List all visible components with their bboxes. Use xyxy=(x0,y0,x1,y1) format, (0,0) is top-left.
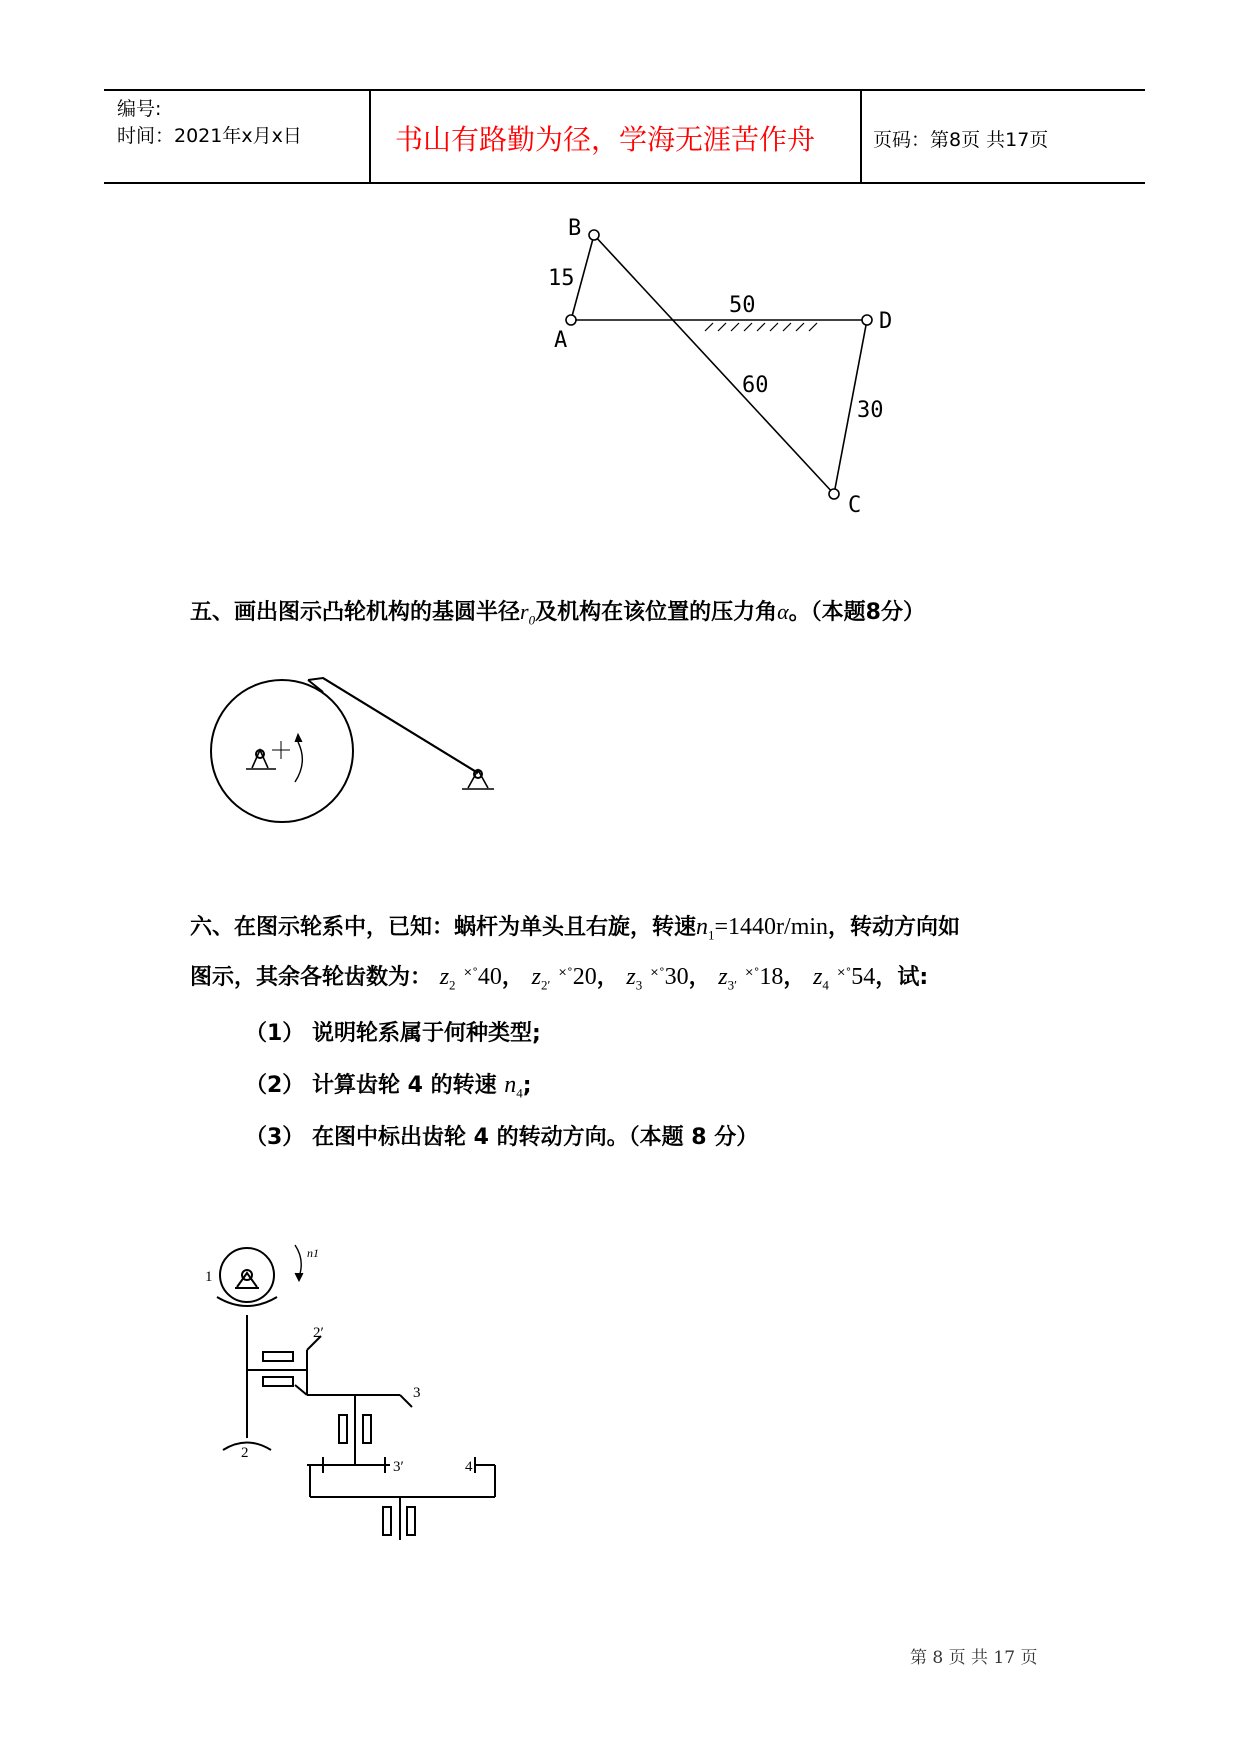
n1-sub: 1 xyxy=(708,927,715,943)
question-5 xyxy=(190,595,925,628)
length-bc: 60 xyxy=(742,373,769,398)
gear-label-n1: n1 xyxy=(307,1246,319,1260)
gear-label-2p: 2′ xyxy=(313,1325,324,1341)
question-6-line-2 xyxy=(190,960,928,993)
alpha-symbol: α xyxy=(777,599,789,624)
q5-text: 五、画出图示凸轮机构的基圆半径 xyxy=(190,600,521,625)
gear-train-figure xyxy=(195,1235,515,1555)
q6-text: 六、在图示轮系中，已知：蜗杆为单头且右旋，转速 xyxy=(190,915,697,940)
gear-label-2: 2 xyxy=(241,1445,249,1461)
r0-symbol: r xyxy=(520,599,529,624)
doc-time: 时间：2021年x月x日 xyxy=(117,125,302,147)
footer-page-number: 第 8 页 共 17 页 xyxy=(910,1648,1038,1668)
label-a: A xyxy=(554,328,568,353)
label-c: C xyxy=(848,493,862,518)
length-ab: 15 xyxy=(548,266,575,291)
q6-item-3: （3） 在图中标出齿轮 4 的转动方向。（本题 8 分） xyxy=(245,1125,759,1150)
gear-label-1: 1 xyxy=(205,1269,213,1285)
teeth-z4: $z_4$ ×°54， xyxy=(813,964,898,993)
q5-text-end: 。（本题8分） xyxy=(788,600,925,625)
label-b: B xyxy=(568,216,582,241)
header-divider xyxy=(860,89,862,183)
gear-label-3p: 3′ xyxy=(393,1459,404,1475)
teeth-z3p: $z_{3'}$ ×°18， xyxy=(718,964,806,993)
q6-item-2: （2） 计算齿轮 4 的转速 $n_4$; xyxy=(245,1072,532,1101)
gear-label-3: 3 xyxy=(413,1385,421,1401)
q6-item-1: （1） 说明轮系属于何种类型; xyxy=(245,1021,541,1046)
teeth-z2: $z_2$ ×°40， xyxy=(439,964,524,993)
q6-line2-prefix: 图示，其余各轮齿数为： xyxy=(190,965,433,990)
motto: 书山有路勤为径，学海无涯苦作舟 xyxy=(395,123,816,156)
n1-value: =1440r/min xyxy=(714,914,829,940)
q5-text-mid: 及机构在该位置的压力角 xyxy=(535,600,778,625)
doc-number-label: 编号: xyxy=(117,98,162,120)
header-top-rule xyxy=(104,89,1145,91)
r0-sub: 0 xyxy=(528,612,536,628)
label-d: D xyxy=(879,309,893,334)
four-bar-linkage-figure xyxy=(540,205,920,525)
gear-label-4: 4 xyxy=(465,1459,473,1475)
teeth-z2p: $z_{2'}$ ×°20， xyxy=(531,964,619,993)
question-6-line-1 xyxy=(190,910,960,943)
n1-symbol: n xyxy=(696,914,709,940)
length-cd: 30 xyxy=(857,398,884,423)
teeth-z3: $z_3$ ×°30， xyxy=(626,964,711,993)
cam-mechanism-figure xyxy=(200,670,510,830)
q6-text-b: ，转动方向如 xyxy=(828,915,961,940)
header-divider xyxy=(369,89,371,183)
page-code: 页码：第8页 共17页 xyxy=(873,129,1049,151)
q6-line2-suffix: 试: xyxy=(897,965,929,990)
header-bottom-rule xyxy=(104,182,1145,184)
length-ad: 50 xyxy=(729,293,756,318)
